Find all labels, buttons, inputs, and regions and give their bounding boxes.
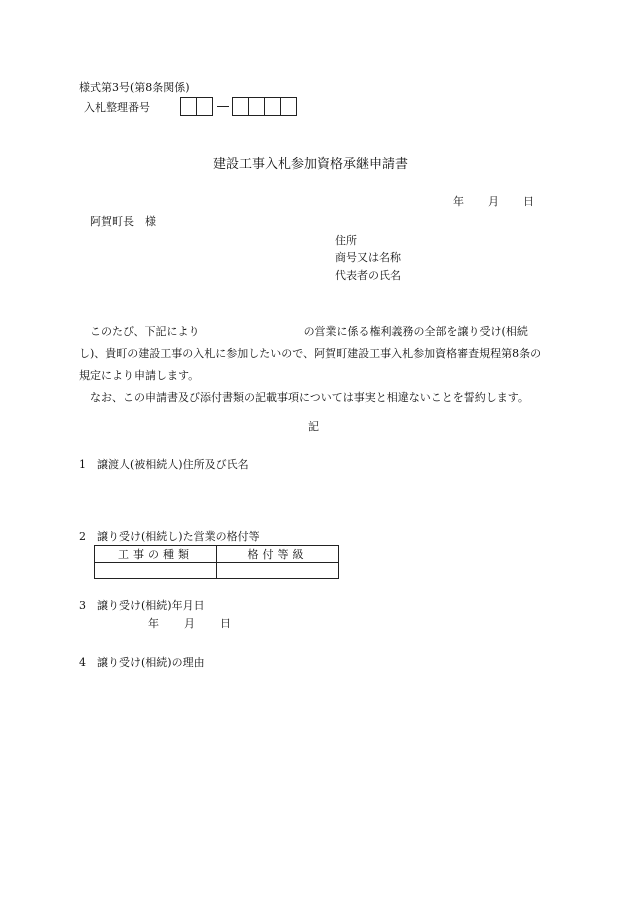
applicant-representative-label: 代表者の氏名 [335, 269, 401, 282]
body-paragraph-2: なお、この申請書及び添付書類の記載事項については事実と相違ないことを誓約します。 [90, 391, 529, 404]
grade-table-header-grade: 格付等級 [217, 546, 339, 563]
date-year: 年 [453, 195, 464, 208]
body-p1-a: このたび、下記により [90, 325, 200, 338]
ki-heading: 記 [308, 420, 319, 433]
tender-number-boxes [181, 97, 297, 116]
item-3-month: 月 [184, 617, 195, 630]
tender-number-dash [217, 106, 229, 107]
grade-table-cell-work-type[interactable] [95, 563, 217, 579]
item-2-grade: 2 譲り受け(相続し)た営業の格付等 [79, 530, 260, 543]
grade-table-cell-grade[interactable] [217, 563, 339, 579]
tender-number-box[interactable] [264, 97, 281, 116]
grade-table-header-work-type: 工事の種類 [95, 546, 217, 563]
body-text [79, 321, 549, 409]
addressee: 阿賀町長 様 [90, 215, 156, 228]
date-month: 月 [488, 195, 499, 208]
item-4-reason: 4 譲り受け(相続)の理由 [79, 656, 205, 669]
form-number: 様式第3号(第8条関係) [79, 81, 190, 94]
item-1-transferor: 1 譲渡人(被相続人)住所及び氏名 [79, 458, 249, 471]
tender-number-label: 入札整理番号 [84, 101, 150, 114]
item-3-date: 3 譲り受け(相続)年月日 [79, 599, 205, 612]
grade-table [94, 545, 339, 579]
tender-number-box[interactable] [248, 97, 265, 116]
document-title: 建設工事入札参加資格承継申請書 [213, 157, 409, 172]
tender-number-box[interactable] [196, 97, 213, 116]
item-3-year: 年 [148, 617, 159, 630]
applicant-address-label: 住所 [335, 234, 357, 247]
date-day: 日 [523, 195, 534, 208]
body-p1-b: の営業に係る権利義務の全部を譲り受け(相続し)、貴町の建設工事の入札に参加したいので、阿賀町建設工事入札参加資格審査規程第8条の規定により申請します。 [79, 325, 542, 382]
body-paragraph-1 [79, 321, 549, 387]
applicant-trade-name-label: 商号又は名称 [335, 251, 401, 264]
tender-number-box[interactable] [232, 97, 249, 116]
tender-number-box[interactable] [180, 97, 197, 116]
item-3-day: 日 [220, 617, 231, 630]
tender-number-box[interactable] [280, 97, 297, 116]
